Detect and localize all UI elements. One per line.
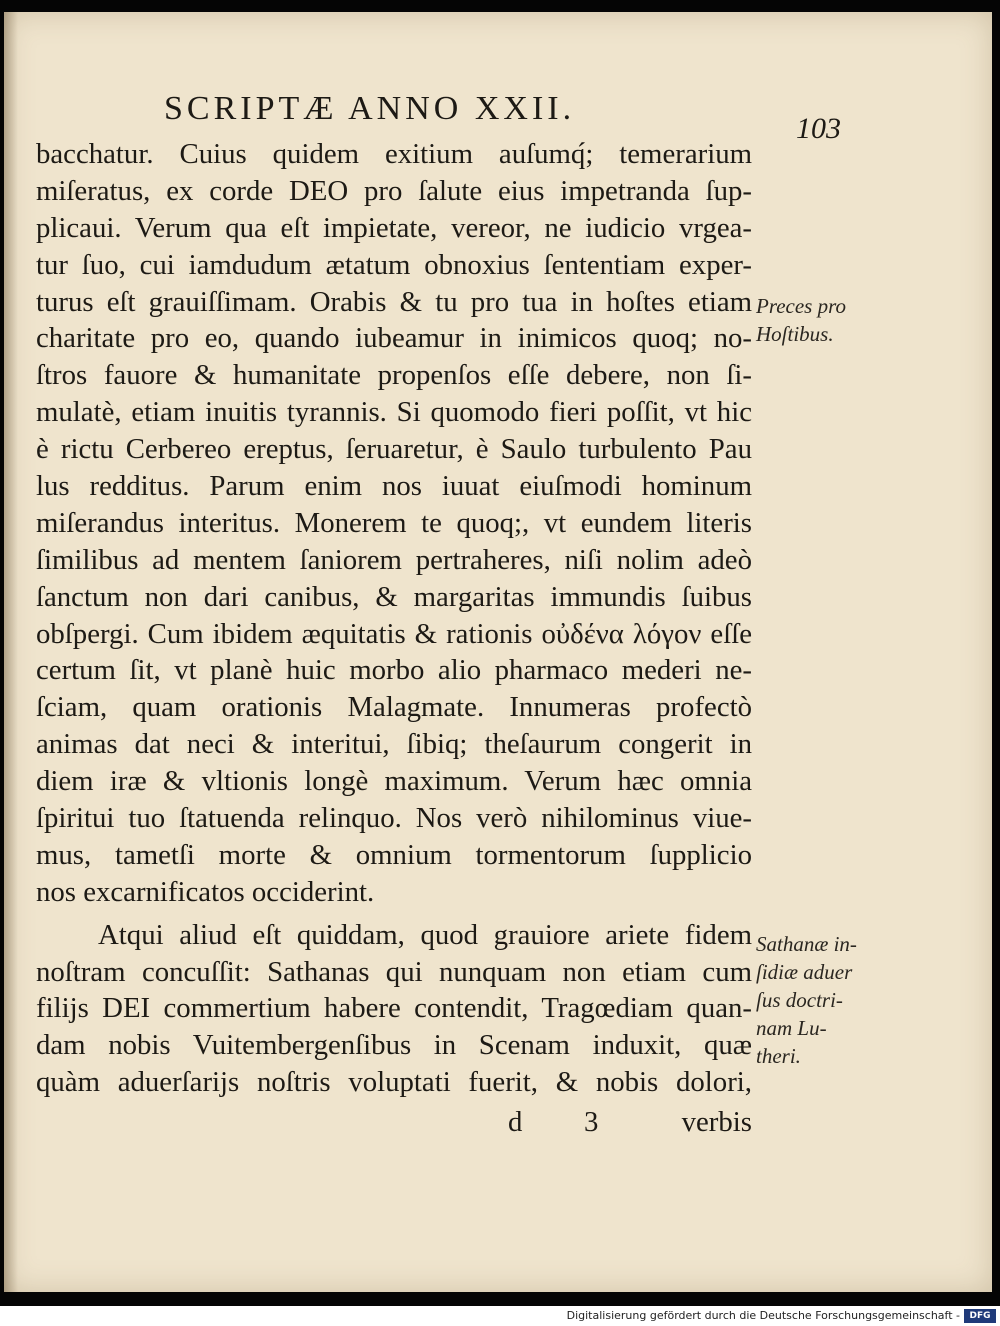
text-line: è rictu Cerbereo ereptus, ſeruaretur, è Saulo turbulento Pau [36,433,752,466]
page-footer-line [36,1106,752,1146]
text-line: certum ſit, vt planè huic morbo alio pharmaco mederi ne- [36,654,752,687]
text-line: miſeratus, ex corde DEO pro ſalute eius impetranda ſup- [36,174,752,207]
text-line: filijs DEI commertium habere contendit, Tragœdiam quan- [36,992,752,1025]
text-line: turus eſt grauiſſimam. Orabis & tu pro tua in hoſtes etiam [36,285,752,318]
digitization-credit-bar [0,1306,1000,1326]
text-line: lus redditus. Parum enim nos iuuat eiuſmodi hominum [36,470,752,503]
margin-note-sathanae [756,930,857,1070]
text-line: ſtros fauore & humanitate propenſos eſſe debere, non ſi- [36,359,752,392]
dfg-logo: DFG [964,1309,996,1323]
running-head: SCRIPTÆ ANNO XXII. [164,90,576,127]
text-line: ſpiritui tuo ſtatuenda relinquo. Nos verò nihilominus viue- [36,802,752,835]
signature-mark-number: 3 [584,1106,599,1138]
page-number: 103 [796,112,841,145]
text-line: nos excarnificatos occiderint. [36,875,375,908]
text-line: plicaui. Verum qua eſt impietate, vereor, ne iudicio vrgea- [36,211,752,244]
text-line: obſpergi. Cum ibidem æquitatis & rationis οὐδένα λόγον eſſe [36,617,752,650]
text-line: miſerandus interitus. Monerem te quoq;, vt eundem literis [36,506,752,539]
signature-mark-letter: d [508,1106,523,1138]
margin-note-line: Preces pro [756,294,846,318]
text-line: ſanctum non dari canibus, & margaritas immundis ſuibus [36,580,752,613]
text-line: bacchatur. Cuius quidem exitium auſumq́; temerarium [36,138,752,170]
book-page [4,12,992,1292]
text-line: charitate pro eo, quando iubeamur in inimicos quoq; no- [36,322,752,355]
margin-note-line: Sathanæ in- [756,932,857,956]
funding-credit: Digitalisierung gefördert durch die Deutsche Forschungsgemeinschaft - [566,1309,960,1322]
text-line: mulatè, etiam inuitis tyrannis. Si quomodo fieri poſſit, vt hic [36,396,752,429]
text-line: ſimilibus ad mentem ſaniorem pertraheres, niſi nolim adeò [36,543,752,576]
margin-note-line: ſus doctri- [756,988,843,1012]
text-line: ſciam, quam orationis Malagmate. Innumeras profectò [36,691,752,724]
body-text [36,136,752,1101]
text-line: animas dat neci & interitui, ſibiq; theſaurum congerit in [36,728,752,761]
catchword: verbis [681,1106,752,1138]
text-line: mus, tametſi morte & omnium tormentorum ſupplicio [36,838,752,871]
text-line: quàm aduerſarijs noſtris voluptati fuerit, & nobis dolori, [36,1066,752,1099]
paragraph-start-line: Atqui aliud eſt quiddam, quod grauiore ariete fidem [98,918,752,951]
text-line: diem iræ & vltionis longè maximum. Verum hæc omnia [36,765,752,798]
margin-note-preces [756,292,846,348]
text-line: tur ſuo, cui iamdudum ætatum obnoxius ſententiam exper- [36,248,752,281]
margin-note-line: ſidiæ aduer [756,960,853,984]
text-line: dam nobis Vuitembergenſibus in Scenam induxit, quæ [36,1029,752,1062]
margin-note-line: Hoſtibus. [756,322,834,346]
text-line: noſtram concuſſit: Sathanas qui nunquam non etiam cum [36,955,752,988]
margin-note-line: theri. [756,1044,801,1068]
margin-note-line: nam Lu- [756,1016,827,1040]
